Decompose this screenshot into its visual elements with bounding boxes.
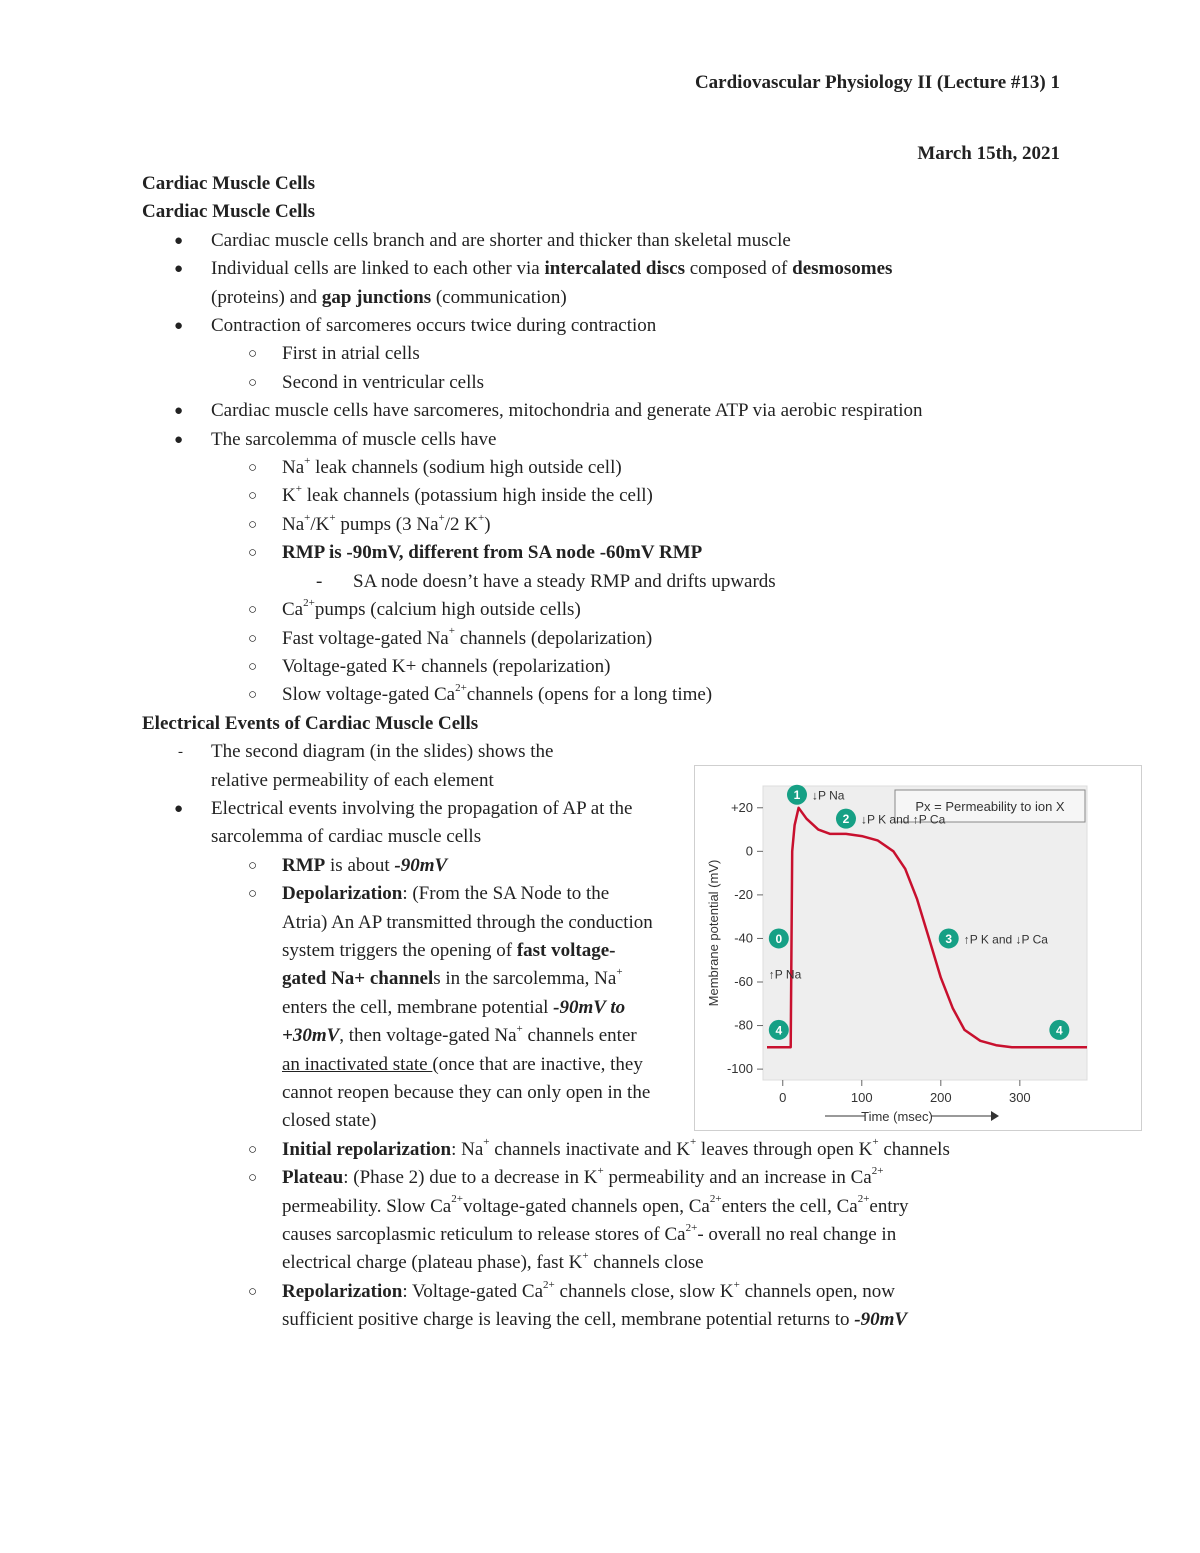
list-item: ● Electrical events involving the propagation of AP at the sarcolemma of cardiac muscle cells — [174, 797, 633, 848]
notes-body — [142, 170, 1072, 1335]
sub-list-item: ○ First in atrial cells — [248, 343, 420, 365]
sub-list-item: ○ K+ leak channels (potassium high inside the cell) — [248, 483, 653, 507]
list-item-continued: electrical charge (plateau phase), fast K+ channels close — [282, 1250, 704, 1274]
x-tick-label: 0 — [779, 1090, 787, 1105]
list-item-continued: (proteins) and gap junctions (communication) — [211, 286, 567, 308]
list-item-continued: permeability. Slow $Ca^{2+}voltage$-gated channels open, $Ca^{2+}enters$ the cell, $Ca^{2+}entry$ — [282, 1193, 909, 1217]
x-axis-label: Time (msec) — [861, 1109, 933, 1124]
list-item: ● Contraction of sarcomeres occurs twice during contraction — [174, 315, 657, 337]
x-tick-label: 300 — [1008, 1090, 1031, 1105]
section-title: Electrical Events of Cardiac Muscle Cells — [142, 712, 479, 734]
phase-label: ↑P K and ↓P Ca — [963, 932, 1048, 947]
list-item: ● The sarcolemma of muscle cells have — [174, 428, 497, 450]
section-title: Cardiac Muscle Cells — [142, 173, 316, 194]
phase-number: 2 — [842, 812, 850, 827]
x-tick-label: 200 — [929, 1090, 952, 1105]
sub-list-item: ○ Initial repolarization: Na+ channels inactivate and K+ leaves through open K+ channels — [248, 1136, 950, 1160]
list-item-continued: causes sarcoplasmic reticulum to release stores of $Ca^{2+}-$ overall no real change in — [282, 1221, 897, 1246]
sub-list-item: ○ Plateau: (Phase 2) due to a decrease in K+ permeability and an increase in $Ca^{2+}$ — [248, 1164, 884, 1189]
list-item-continued: sufficient positive charge is leaving the cell, membrane potential returns to -90mV — [282, 1309, 908, 1331]
y-tick-label: 0 — [745, 843, 753, 859]
sub-list-item: ○ RMP is about -90mV — [248, 854, 448, 876]
list-item: ● Individual cells are linked to each other via intercalated discs composed of desmosomes — [174, 258, 893, 280]
phase-label: ↑P Na — [768, 967, 802, 982]
sub-list-item: ○ Fast voltage-gated Na+ channels (depolarization) — [248, 625, 653, 649]
sub-list-item: ○ Slow voltage-gated $Ca^{2+}channels$ (opens for a long time) — [248, 681, 713, 706]
phase-label: ↓P Na — [811, 788, 845, 803]
lecture-date: March 15th, 2021 — [917, 143, 1060, 164]
sub-list-item: ○ Depolarization: (From the SA Node to the Atria) An AP transmitted through the conduction system triggers the opening of fast voltage-gated Na+ channels in the sarcolemma, Na+ enters the cell, membrane potential -90mV to +30mV, then voltage-gated Na+ channels enter an inactivated state (once that are inactive, they cannot reopen because they can only open in the closed state) — [248, 883, 653, 1132]
list-item: ● Cardiac muscle cells have sarcomeres, mitochondria and generate ATP via aerobic respiration — [174, 400, 923, 422]
y-tick-label: +20 — [730, 799, 753, 815]
sub-list-item: ○ Voltage-gated K+ channels (repolarization) — [248, 655, 611, 677]
x-tick-label: 100 — [850, 1090, 873, 1105]
sub-list-item: ○ Second in ventricular cells — [248, 371, 485, 393]
sub-list-item: ○ Repolarization: Voltage-gated $Ca^{2+}$ channels close, slow K+ channels open, now — [248, 1278, 896, 1302]
phase-number: 1 — [793, 788, 801, 803]
y-tick-label: -60 — [734, 974, 753, 989]
legend-text: Px = Permeability to ion X — [915, 799, 1065, 814]
list-item: - The second diagram (in the slides) shows the relative permeability of each element — [178, 741, 554, 791]
chart-svg — [695, 766, 1141, 1130]
phase-label: ↓P K and ↑P Ca — [860, 812, 946, 827]
arrowhead-icon — [991, 1111, 999, 1121]
section-subtitle: Cardiac Muscle Cells — [142, 201, 316, 223]
phase-number: 4 — [775, 1023, 783, 1038]
sub-list-item: ○ Na+ leak channels (sodium high outside cell) — [248, 454, 622, 479]
y-tick-label: -100 — [726, 1061, 753, 1077]
page-header: Cardiovascular Physiology II (Lecture #13) 1 — [694, 72, 1060, 93]
action-potential-chart — [694, 765, 1142, 1131]
sub-list-item: ○ RMP is -90mV, different from SA node -60mV RMP — [248, 542, 703, 564]
list-item: ● Cardiac muscle cells branch and are shorter and thicker than skeletal muscle — [174, 229, 791, 251]
sub-sub-list-item: - SA node doesn’t have a steady RMP and drifts upwards — [316, 570, 776, 592]
sub-list-item: ○ $Ca^{2+}pumps$ (calcium high outside cells) — [248, 596, 581, 621]
phase-number: 3 — [945, 931, 953, 946]
y-axis-label: Membrane potential (mV) — [706, 859, 721, 1007]
phase-number: 4 — [1055, 1023, 1063, 1038]
sub-list-item: ○ Na+/K+ pumps (3 Na+/2 K+) — [248, 511, 491, 535]
y-tick-label: -40 — [734, 930, 753, 946]
phase-number: 0 — [775, 931, 783, 946]
y-tick-label: -20 — [734, 886, 753, 902]
y-tick-label: -80 — [734, 1017, 753, 1033]
